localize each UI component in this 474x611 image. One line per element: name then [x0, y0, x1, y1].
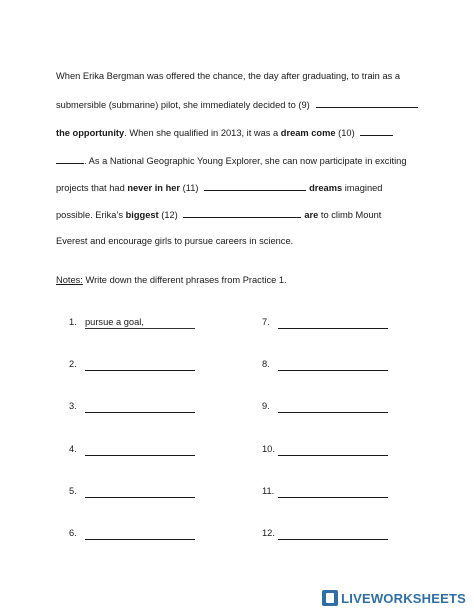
list-item [69, 528, 77, 538]
text: projects that had [56, 183, 128, 193]
text: (11) [180, 183, 199, 193]
text: When Erika Bergman was offered the chance, the day after graduating, to train as a [56, 71, 401, 81]
paragraph-line-5 [56, 181, 382, 194]
answer-field[interactable] [278, 317, 388, 329]
paragraph-line-6 [56, 208, 381, 221]
text: . When she qualified in 2013, it was a [124, 128, 281, 138]
bold-phrase: the opportunity [56, 128, 125, 138]
list-item [262, 444, 275, 454]
list-item [69, 317, 144, 327]
answer-field[interactable] [85, 444, 195, 456]
text: . As a National Geographic Young Explorer, she can now participate in exciting [84, 156, 407, 166]
item-number: 11. [262, 486, 275, 496]
list-item [262, 401, 270, 411]
list-item [69, 401, 77, 411]
list-item [262, 528, 275, 538]
item-number: 3. [69, 401, 77, 411]
item-number: 2. [69, 359, 77, 369]
bold-phrase: dream come [280, 128, 336, 138]
answer-field[interactable] [85, 528, 195, 540]
text: (10) [335, 128, 355, 138]
paragraph-line-4 [56, 154, 407, 167]
item-number: 9. [262, 401, 270, 411]
text: imagined [342, 183, 383, 193]
bold-phrase: dreams [309, 183, 343, 193]
list-item [69, 486, 77, 496]
answer-text: pursue a goal, [85, 317, 144, 327]
blank-9[interactable] [316, 98, 418, 108]
paragraph-line-1 [56, 70, 400, 82]
answer-field[interactable] [85, 401, 195, 413]
notes-label: Notes: [56, 275, 83, 285]
bold-phrase: never in her [127, 183, 181, 193]
answer-field[interactable] [278, 486, 388, 498]
answer-field[interactable] [85, 359, 195, 371]
item-number: 7. [262, 317, 270, 327]
text: possible. Erika’s [56, 210, 126, 220]
blank-12[interactable] [183, 208, 301, 218]
list-item [262, 317, 270, 327]
answer-field[interactable] [278, 401, 388, 413]
answer-field[interactable] [278, 528, 388, 540]
blank-10-part2[interactable] [56, 154, 84, 164]
text: Everest and encourage girls to pursue careers in science. [56, 236, 294, 246]
notes-text: Write down the different phrases from Practice 1. [82, 275, 287, 285]
blank-10-part1[interactable] [360, 126, 393, 136]
list-item [262, 486, 274, 496]
paragraph-line-3 [56, 126, 393, 139]
worksheet-icon [322, 590, 338, 606]
answer-field[interactable] [85, 486, 195, 498]
text: to climb Mount [318, 210, 382, 220]
list-item [69, 444, 77, 454]
notes-instruction [56, 275, 287, 285]
brand-name: LIVEWORKSHEETS [341, 590, 466, 606]
answer-field[interactable] [278, 444, 388, 456]
text: submersible (submarine) pilot, she immediately decided to (9) [56, 100, 310, 110]
list-item [262, 359, 270, 369]
bold-phrase: are [304, 210, 319, 220]
item-number: 12. [262, 528, 275, 538]
liveworksheets-logo [322, 589, 466, 607]
paragraph-line-2 [56, 98, 418, 111]
item-number: 4. [69, 444, 77, 454]
bold-phrase: biggest [125, 210, 159, 220]
item-number: 8. [262, 359, 270, 369]
paragraph-line-7 [56, 235, 293, 247]
item-number: 6. [69, 528, 77, 538]
answer-field[interactable] [278, 359, 388, 371]
text: (12) [158, 210, 178, 220]
item-number: 10. [262, 444, 275, 454]
list-item [69, 359, 77, 369]
item-number: 5. [69, 486, 77, 496]
item-number: 1. [69, 317, 77, 327]
blank-11[interactable] [204, 181, 306, 191]
